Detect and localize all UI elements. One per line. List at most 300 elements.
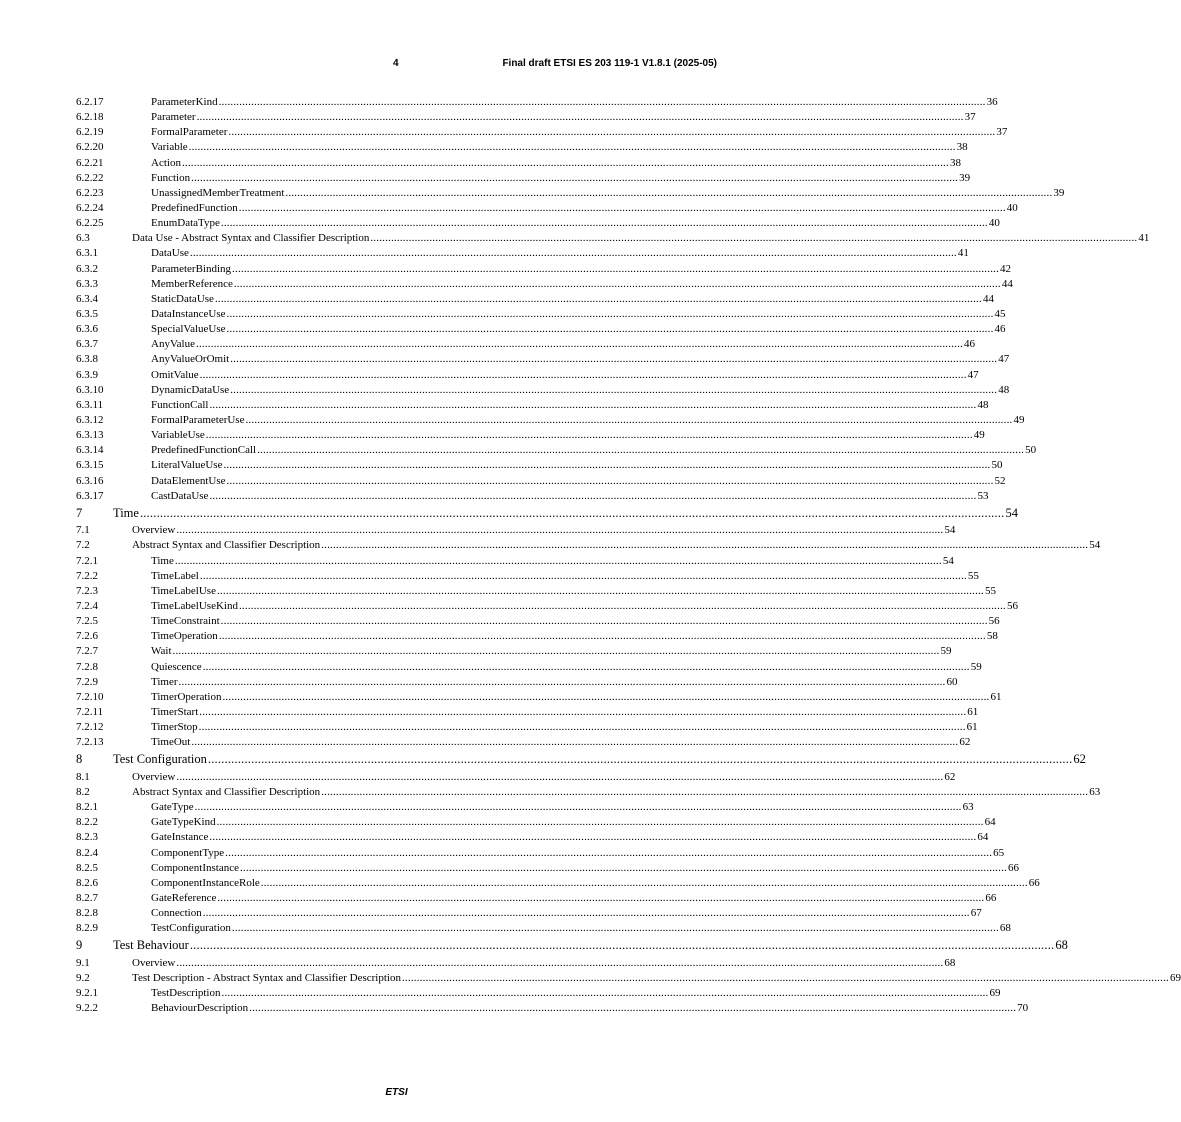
toc-entry-title: GateTypeKind bbox=[151, 816, 216, 829]
toc-entry-number: 6.3.12 bbox=[76, 413, 104, 426]
toc-entry-number: 6.3.5 bbox=[76, 307, 98, 320]
toc-entry[interactable] bbox=[76, 554, 954, 569]
toc-entry-title: TimerStop bbox=[151, 721, 198, 734]
toc-entry-number: 6.2.21 bbox=[76, 156, 104, 169]
toc-entry-title: AnyValueOrOmit bbox=[151, 353, 230, 366]
dot-leader bbox=[217, 891, 984, 906]
toc-entry-title: TimeLabel bbox=[151, 569, 199, 582]
toc-entry-page: 48 bbox=[998, 383, 1010, 396]
toc-entry-title: TestConfiguration bbox=[151, 922, 231, 935]
toc-entry-page: 55 bbox=[967, 569, 979, 582]
toc-entry[interactable] bbox=[76, 735, 971, 750]
toc-entry-number: 6.3.16 bbox=[76, 474, 104, 487]
toc-entry-title: ComponentType bbox=[151, 846, 225, 859]
toc-entry[interactable] bbox=[76, 538, 1101, 553]
dot-leader bbox=[321, 785, 1088, 800]
toc-entry[interactable] bbox=[76, 398, 989, 413]
dot-leader bbox=[217, 815, 984, 830]
toc-entry-page: 66 bbox=[1007, 861, 1019, 874]
toc-entry-number: 6.3.2 bbox=[76, 262, 98, 275]
toc-entry[interactable] bbox=[76, 262, 1012, 277]
toc-entry-page: 39 bbox=[959, 171, 971, 184]
page-footer: ETSI bbox=[385, 1087, 408, 1098]
toc-entry-page: 48 bbox=[977, 398, 989, 411]
toc-entry[interactable] bbox=[76, 705, 979, 720]
toc-entry[interactable] bbox=[76, 307, 1006, 322]
toc-entry-number: 8.2 bbox=[76, 786, 90, 799]
dot-leader bbox=[257, 443, 1024, 458]
toc-entry-page: 41 bbox=[1138, 232, 1150, 245]
toc-entry-title: TimeOut bbox=[151, 736, 191, 749]
toc-entry-page: 56 bbox=[1006, 600, 1018, 612]
dot-leader bbox=[176, 523, 943, 538]
toc-entry-title: Parameter bbox=[151, 111, 196, 124]
dot-leader bbox=[197, 110, 964, 125]
toc-entry-title: TestDescription bbox=[151, 987, 221, 1000]
toc-entry-number: 6.3.1 bbox=[76, 247, 98, 260]
toc-entry[interactable] bbox=[76, 846, 1005, 861]
toc-entry-number: 6.3.6 bbox=[76, 323, 98, 336]
toc-entry-title: TimeLabelUseKind bbox=[151, 600, 238, 612]
toc-entry-number: 6.2.23 bbox=[76, 186, 104, 199]
toc-entry-title: ComponentInstanceRole bbox=[151, 876, 260, 889]
toc-entry-number: 6.3.11 bbox=[76, 398, 104, 411]
toc-entry-number: 7 bbox=[76, 505, 83, 520]
toc-entry[interactable] bbox=[76, 246, 969, 261]
toc-entry-number: 6.2.20 bbox=[76, 141, 104, 154]
dot-leader bbox=[182, 156, 949, 171]
toc-entry[interactable] bbox=[76, 140, 968, 155]
dot-leader bbox=[239, 599, 1006, 614]
dot-leader bbox=[173, 644, 940, 659]
toc-entry[interactable] bbox=[76, 800, 974, 815]
toc-entry-page: 60 bbox=[946, 675, 958, 688]
toc-entry[interactable] bbox=[76, 337, 975, 352]
toc-entry[interactable] bbox=[76, 906, 982, 921]
toc-entry-number: 6.3.13 bbox=[76, 429, 104, 442]
toc-entry-page: 37 bbox=[964, 111, 976, 124]
toc-entry[interactable] bbox=[76, 292, 994, 307]
toc-entry[interactable] bbox=[76, 458, 1003, 473]
toc-entry-page: 62 bbox=[1073, 752, 1086, 767]
toc-entry-number: 6.2.25 bbox=[76, 217, 104, 230]
toc-entry-page: 65 bbox=[993, 846, 1005, 859]
toc-entry[interactable] bbox=[76, 474, 1006, 489]
dot-leader bbox=[249, 1001, 1016, 1016]
toc-entry[interactable] bbox=[76, 830, 989, 845]
dot-leader bbox=[199, 705, 966, 720]
toc-entry[interactable] bbox=[76, 171, 971, 186]
toc-entry-title: Action bbox=[151, 156, 181, 169]
toc-entry-page: 61 bbox=[966, 721, 978, 734]
toc-entry-number: 7.1 bbox=[76, 524, 90, 537]
toc-entry-title: AnyValue bbox=[151, 338, 195, 351]
toc-entry-number: 6.2.17 bbox=[76, 96, 104, 108]
toc-entry-number: 9.2 bbox=[76, 972, 90, 985]
toc-entry[interactable] bbox=[76, 216, 1000, 231]
toc-entry-page: 52 bbox=[994, 474, 1006, 487]
toc-entry-number: 8.2.1 bbox=[76, 801, 98, 814]
toc-entry-page: 54 bbox=[1005, 505, 1018, 520]
toc-entry[interactable] bbox=[76, 125, 1008, 140]
toc-entry-number: 6.2.22 bbox=[76, 171, 104, 184]
toc-entry-title: TimeOperation bbox=[151, 630, 218, 643]
dot-leader bbox=[221, 216, 988, 231]
toc-entry-title: Test Configuration bbox=[113, 752, 207, 767]
toc-entry[interactable] bbox=[76, 186, 1065, 201]
toc-entry-number: 8.1 bbox=[76, 770, 90, 783]
dot-leader bbox=[209, 830, 976, 845]
toc-entry-title: SpecialValueUse bbox=[151, 323, 226, 336]
toc-entry[interactable] bbox=[76, 523, 956, 538]
dot-leader bbox=[190, 246, 957, 261]
dot-leader bbox=[219, 629, 986, 644]
dot-leader bbox=[285, 186, 1052, 201]
dot-leader bbox=[209, 398, 976, 413]
toc-entry-number: 7.2.11 bbox=[76, 705, 104, 718]
toc-entry-title: Function bbox=[151, 171, 191, 184]
toc-entry-title: Connection bbox=[151, 907, 202, 920]
dot-leader bbox=[234, 277, 1001, 292]
toc-entry-title: PredefinedFunctionCall bbox=[151, 444, 257, 457]
toc-entry-title: Timer bbox=[151, 675, 178, 688]
toc-entry-number: 7.2.4 bbox=[76, 600, 98, 612]
toc-entry-title: ComponentInstance bbox=[151, 861, 239, 874]
toc-entry-title: Time bbox=[151, 554, 174, 567]
dot-leader bbox=[200, 368, 967, 383]
dot-leader bbox=[191, 735, 958, 750]
toc-entry-page: 38 bbox=[956, 141, 968, 154]
toc-entry[interactable] bbox=[76, 504, 1018, 524]
toc-entry[interactable] bbox=[76, 921, 1011, 936]
toc-entry-page: 63 bbox=[962, 801, 974, 814]
toc-entry-page: 61 bbox=[967, 705, 979, 718]
toc-entry-title: Test Behaviour bbox=[113, 938, 189, 953]
toc-entry-page: 39 bbox=[1053, 186, 1065, 199]
toc-entry-number: 7.2.1 bbox=[76, 554, 98, 567]
toc-entry-number: 9.1 bbox=[76, 956, 90, 969]
toc-entry-title: Overview bbox=[132, 956, 176, 969]
dot-leader bbox=[222, 690, 989, 705]
toc-entry-page: 40 bbox=[988, 217, 1000, 230]
dot-leader bbox=[240, 861, 1007, 876]
toc-entry-number: 9.2.1 bbox=[76, 987, 98, 1000]
toc-entry[interactable] bbox=[76, 413, 1025, 428]
toc-entry-title: GateInstance bbox=[151, 831, 209, 844]
dot-leader bbox=[227, 474, 994, 489]
toc-entry-number: 9.2.2 bbox=[76, 1002, 98, 1015]
toc-entry-title: VariableUse bbox=[151, 429, 205, 442]
toc-entry-page: 67 bbox=[970, 907, 982, 920]
toc-entry-page: 44 bbox=[982, 292, 994, 305]
dot-leader bbox=[223, 458, 990, 473]
dot-leader bbox=[203, 906, 970, 921]
toc-entry-page: 37 bbox=[996, 126, 1008, 139]
toc-entry[interactable] bbox=[76, 986, 1001, 1001]
dot-leader bbox=[189, 140, 956, 155]
toc-entry[interactable] bbox=[76, 368, 979, 383]
dot-leader bbox=[227, 307, 994, 322]
toc-entry[interactable] bbox=[76, 815, 996, 830]
page-number: 4 bbox=[393, 58, 399, 69]
toc-entry-page: 36 bbox=[986, 96, 998, 108]
toc-entry-page: 38 bbox=[949, 156, 961, 169]
toc-entry-page: 66 bbox=[985, 892, 997, 905]
toc-entry-page: 64 bbox=[984, 816, 996, 829]
toc-entry-number: 6.3.15 bbox=[76, 459, 104, 472]
page-header bbox=[0, 58, 793, 72]
toc-entry-title: DataUse bbox=[151, 247, 189, 260]
toc-entry[interactable] bbox=[76, 489, 989, 504]
toc-entry-page: 68 bbox=[999, 922, 1011, 935]
toc-entry-number: 9 bbox=[76, 938, 83, 953]
toc-entry-title: Variable bbox=[151, 141, 188, 154]
dot-leader bbox=[208, 750, 1073, 770]
toc-entry-number: 7.2.10 bbox=[76, 690, 104, 703]
toc-entry-number: 6.3.17 bbox=[76, 489, 104, 502]
toc-entry-title: GateReference bbox=[151, 892, 217, 905]
toc-entry-page: 70 bbox=[1017, 1002, 1029, 1015]
toc-entry-number: 7.2.3 bbox=[76, 584, 98, 597]
dot-leader bbox=[199, 720, 966, 735]
toc-entry-title: GateType bbox=[151, 801, 194, 814]
toc-entry-number: 8.2.7 bbox=[76, 892, 98, 905]
toc-entry[interactable] bbox=[76, 95, 998, 110]
dot-leader bbox=[191, 171, 958, 186]
toc-entry-title: FormalParameterUse bbox=[151, 413, 245, 426]
toc-entry-title: TimerStart bbox=[151, 705, 199, 718]
toc-entry-page: 59 bbox=[940, 645, 952, 658]
toc-entry-title: Overview bbox=[132, 770, 176, 783]
toc-entry-number: 7.2.12 bbox=[76, 721, 104, 734]
toc-entry-title: FunctionCall bbox=[151, 398, 209, 411]
toc-entry-title: OmitValue bbox=[151, 368, 199, 381]
toc-entry-page: 61 bbox=[990, 690, 1002, 703]
toc-entry-number: 6.3.7 bbox=[76, 338, 98, 351]
toc-entry-title: DataInstanceUse bbox=[151, 307, 226, 320]
toc-entry-number: 6.2.24 bbox=[76, 201, 104, 214]
toc-entry[interactable] bbox=[76, 936, 1068, 956]
toc-entry-page: 62 bbox=[944, 770, 956, 783]
toc-entry-number: 6.3.14 bbox=[76, 444, 104, 457]
dot-leader bbox=[230, 383, 997, 398]
toc-entry-number: 6.3.8 bbox=[76, 353, 98, 366]
toc-entry-page: 63 bbox=[1089, 786, 1101, 799]
toc-entry[interactable] bbox=[76, 675, 958, 690]
toc-entry-number: 7.2.5 bbox=[76, 615, 98, 628]
toc-entry-page: 46 bbox=[994, 323, 1006, 336]
toc-entry[interactable] bbox=[76, 231, 1150, 246]
toc-entry-title: Abstract Syntax and Classifier Description bbox=[132, 786, 321, 799]
dot-leader bbox=[228, 125, 995, 140]
toc-entry[interactable] bbox=[76, 383, 1010, 398]
dot-leader bbox=[203, 660, 970, 675]
toc-entry-page: 55 bbox=[984, 584, 996, 597]
toc-entry-title: FormalParameter bbox=[151, 126, 228, 139]
toc-entry-page: 50 bbox=[1025, 444, 1037, 457]
toc-entry-title: StaticDataUse bbox=[151, 292, 214, 305]
toc-entry[interactable] bbox=[76, 1001, 1029, 1016]
toc-entry[interactable] bbox=[76, 690, 1002, 705]
toc-entry-number: 6.3 bbox=[76, 232, 90, 245]
toc-entry-title: ParameterBinding bbox=[151, 262, 232, 275]
toc-entry[interactable] bbox=[76, 629, 998, 644]
dot-leader bbox=[370, 231, 1137, 246]
toc-entry-page: 62 bbox=[959, 736, 971, 749]
toc-entry-title: PredefinedFunction bbox=[151, 201, 238, 214]
toc-entry-page: 58 bbox=[986, 630, 998, 643]
toc-entry-number: 8.2.2 bbox=[76, 816, 98, 829]
toc-entry-number: 7.2.6 bbox=[76, 630, 98, 643]
toc-entry-page: 41 bbox=[957, 247, 969, 260]
toc-entry-title: Test Description - Abstract Syntax and Classifier Description bbox=[132, 972, 401, 985]
toc-entry[interactable] bbox=[76, 660, 982, 675]
toc-entry[interactable] bbox=[76, 876, 1040, 891]
toc-entry-number: 7.2.9 bbox=[76, 675, 98, 688]
toc-entry-title: BehaviourDescription bbox=[151, 1002, 249, 1015]
toc-entry[interactable] bbox=[76, 584, 996, 599]
dot-leader bbox=[209, 489, 976, 504]
dot-leader bbox=[239, 201, 1006, 216]
dot-leader bbox=[232, 921, 999, 936]
toc-entry-page: 54 bbox=[1089, 539, 1101, 552]
toc-entry[interactable] bbox=[76, 614, 1000, 629]
toc-entry-title: TimeConstraint bbox=[151, 615, 220, 628]
toc-entry-title: TimerOperation bbox=[151, 690, 222, 703]
toc-entry[interactable] bbox=[76, 971, 1181, 986]
toc-entry-number: 6.3.9 bbox=[76, 368, 98, 381]
toc-entry[interactable] bbox=[76, 720, 978, 735]
dot-leader bbox=[402, 971, 1169, 986]
toc-entry-page: 50 bbox=[991, 459, 1003, 472]
toc-entry[interactable] bbox=[76, 322, 1006, 337]
toc-entry-title: TimeLabelUse bbox=[151, 584, 216, 597]
toc-entry[interactable] bbox=[76, 750, 1086, 770]
toc-entry[interactable] bbox=[76, 569, 979, 584]
dot-leader bbox=[225, 846, 992, 861]
dot-leader bbox=[176, 770, 943, 785]
toc-entry-number: 7.2.7 bbox=[76, 645, 98, 658]
toc-entry[interactable] bbox=[76, 770, 956, 785]
toc-entry-page: 54 bbox=[942, 554, 954, 567]
toc-entry[interactable] bbox=[76, 443, 1037, 458]
toc-entry-page: 69 bbox=[989, 987, 1001, 1000]
toc-entry[interactable] bbox=[76, 352, 1010, 367]
toc-entry-page: 68 bbox=[944, 956, 956, 969]
toc-entry-title: Quiescence bbox=[151, 660, 202, 673]
toc-entry-number: 7.2.2 bbox=[76, 569, 98, 582]
table-of-contents bbox=[76, 95, 1181, 1017]
toc-entry-title: Data Use - Abstract Syntax and Classifier Description bbox=[132, 232, 370, 245]
toc-entry-page: 45 bbox=[994, 307, 1006, 320]
toc-entry-number: 8.2.4 bbox=[76, 846, 98, 859]
toc-entry-title: DataElementUse bbox=[151, 474, 226, 487]
toc-entry[interactable] bbox=[76, 861, 1019, 876]
dot-leader bbox=[261, 876, 1028, 891]
toc-entry[interactable] bbox=[76, 428, 985, 443]
toc-entry[interactable] bbox=[76, 110, 976, 125]
toc-entry[interactable] bbox=[76, 599, 1018, 614]
dot-leader bbox=[217, 584, 984, 599]
dot-leader bbox=[321, 538, 1088, 553]
toc-entry[interactable] bbox=[76, 785, 1101, 800]
toc-entry-title: LiteralValueUse bbox=[151, 459, 223, 472]
toc-entry[interactable] bbox=[76, 156, 961, 171]
toc-entry-page: 46 bbox=[964, 338, 975, 351]
toc-entry-title: Time bbox=[113, 505, 139, 520]
toc-entry-page: 56 bbox=[988, 615, 1000, 628]
toc-entry[interactable] bbox=[76, 891, 997, 906]
toc-entry-title: Overview bbox=[132, 524, 176, 537]
dot-leader bbox=[175, 554, 942, 569]
dot-leader bbox=[176, 956, 943, 971]
toc-entry-number: 6.2.18 bbox=[76, 111, 104, 124]
dot-leader bbox=[219, 95, 986, 110]
toc-entry[interactable] bbox=[76, 201, 1018, 216]
dot-leader bbox=[227, 322, 994, 337]
toc-entry[interactable] bbox=[76, 956, 956, 971]
toc-entry-page: 53 bbox=[977, 489, 989, 502]
toc-entry-number: 8.2.3 bbox=[76, 831, 98, 844]
toc-entry-number: 8.2.8 bbox=[76, 907, 98, 920]
toc-entry-number: 6.3.10 bbox=[76, 383, 104, 396]
toc-entry-number: 7.2.8 bbox=[76, 660, 98, 673]
toc-entry-page: 68 bbox=[1055, 938, 1068, 953]
toc-entry[interactable] bbox=[76, 644, 952, 659]
toc-entry-number: 7.2.13 bbox=[76, 736, 104, 749]
dot-leader bbox=[222, 986, 989, 1001]
dot-leader bbox=[200, 569, 967, 584]
toc-entry-page: 49 bbox=[1013, 413, 1025, 426]
dot-leader bbox=[140, 504, 1005, 524]
dot-leader bbox=[190, 936, 1055, 956]
document-title: Final draft ETSI ES 203 119-1 V1.8.1 (2025-05) bbox=[502, 58, 717, 69]
toc-entry-title: ParameterKind bbox=[151, 96, 218, 108]
toc-entry[interactable] bbox=[76, 277, 1013, 292]
toc-entry-title: UnassignedMemberTreatment bbox=[151, 186, 285, 199]
dot-leader bbox=[221, 614, 988, 629]
toc-entry-number: 8.2.9 bbox=[76, 922, 98, 935]
toc-entry-page: 66 bbox=[1028, 876, 1040, 889]
dot-leader bbox=[196, 337, 963, 352]
toc-entry-page: 49 bbox=[973, 429, 985, 442]
toc-entry-page: 69 bbox=[1169, 972, 1181, 985]
dot-leader bbox=[230, 352, 997, 367]
toc-entry-page: 42 bbox=[1000, 262, 1012, 275]
toc-entry-page: 64 bbox=[977, 831, 989, 844]
toc-entry-page: 40 bbox=[1006, 201, 1018, 214]
dot-leader bbox=[215, 292, 982, 307]
dot-leader bbox=[232, 262, 999, 277]
toc-entry-page: 59 bbox=[970, 660, 982, 673]
toc-entry-title: EnumDataType bbox=[151, 217, 220, 230]
dot-leader bbox=[195, 800, 962, 815]
toc-entry-page: 54 bbox=[944, 524, 956, 537]
toc-entry-title: MemberReference bbox=[151, 277, 233, 290]
toc-entry-number: 8 bbox=[76, 752, 83, 767]
dot-leader bbox=[245, 413, 1012, 428]
toc-entry-number: 6.3.4 bbox=[76, 292, 98, 305]
dot-leader bbox=[206, 428, 973, 443]
toc-entry-title: Abstract Syntax and Classifier Description bbox=[132, 539, 321, 552]
dot-leader bbox=[179, 675, 946, 690]
toc-entry-title: Wait bbox=[151, 645, 172, 658]
toc-entry-number: 7.2 bbox=[76, 539, 90, 552]
toc-entry-number: 6.3.3 bbox=[76, 277, 98, 290]
toc-entry-number: 8.2.6 bbox=[76, 876, 98, 889]
toc-entry-title: DynamicDataUse bbox=[151, 383, 230, 396]
toc-entry-page: 44 bbox=[1001, 277, 1013, 290]
